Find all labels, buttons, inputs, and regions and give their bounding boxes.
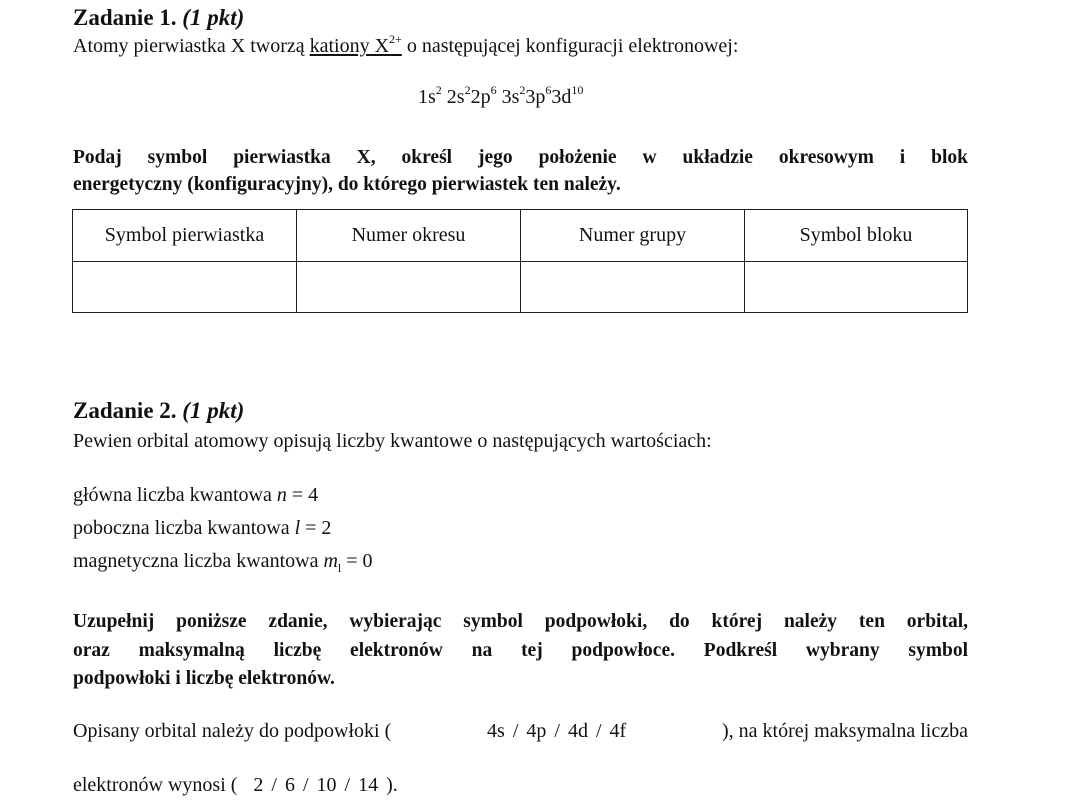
sentence-part-3: elektronów wynosi ( xyxy=(73,774,238,796)
task1-intro-before: Atomy pierwiastka X tworzą xyxy=(73,35,310,57)
qn-azimuthal-label: poboczna liczba kwantowa xyxy=(73,517,295,539)
task1-cation-text: kationy X xyxy=(309,35,390,57)
task1-intro-after: o następującej konfiguracji elektronowej: xyxy=(401,35,739,57)
config-term xyxy=(470,83,497,108)
subshell-option-4f[interactable]: 4f xyxy=(609,720,627,742)
task1-instruction-line-1: Podaj symbol pierwiastka X, określ jego położenie w układzie okresowym i blok xyxy=(73,147,968,168)
config-term xyxy=(418,83,442,108)
task2-points: (1 pkt) xyxy=(182,398,245,423)
task1-heading-label: Zadanie 1. xyxy=(73,5,177,30)
config-electron-count: 2 xyxy=(519,83,526,97)
quantum-number-magnetic xyxy=(73,550,373,576)
sentence-part-2: ), na której maksymalna liczba xyxy=(721,720,968,742)
config-term xyxy=(446,83,471,108)
electron-option-6[interactable]: 6 xyxy=(284,774,295,796)
config-term xyxy=(525,83,552,108)
qn-magnetic-symbol: m xyxy=(323,550,338,572)
task2-intro: Pewien orbital atomowy opisują liczby kwantowe o następujących wartościach: xyxy=(73,430,712,452)
config-term xyxy=(551,83,584,108)
config-orbital: 3s xyxy=(501,86,520,108)
config-orbital: 2s xyxy=(446,86,465,108)
sentence-part-1: Opisany orbital należy do podpowłoki ( xyxy=(73,720,392,742)
quantum-number-principal xyxy=(73,484,318,507)
task1-cation-underlined xyxy=(309,32,402,57)
electron-option-14[interactable]: 14 xyxy=(358,774,379,796)
config-electron-count: 6 xyxy=(545,83,552,97)
answer-cell-symbol[interactable] xyxy=(73,262,297,313)
task2-instruction-line-3: podpowłoki i liczbę elektronów. xyxy=(73,668,335,689)
electron-options: 2 / 6 / 10 / 14 xyxy=(253,774,379,796)
config-orbital: 2p xyxy=(470,86,491,108)
task1-intro xyxy=(73,32,739,58)
task2-instruction-line-2: oraz maksymalną liczbę elektronów na tej podpowłoce. Podkreśl wybrany symbol xyxy=(73,640,968,661)
quantum-number-azimuthal xyxy=(73,517,331,540)
electron-configuration xyxy=(418,83,584,109)
task1-points: (1 pkt) xyxy=(182,5,245,30)
config-electron-count: 10 xyxy=(571,83,584,97)
subshell-option-4p[interactable]: 4p xyxy=(526,720,547,742)
answer-cell-group[interactable] xyxy=(521,262,745,313)
config-orbital: 3d xyxy=(551,86,572,108)
header-period: Numer okresu xyxy=(297,210,521,262)
header-group: Numer grupy xyxy=(521,210,745,262)
header-block: Symbol bloku xyxy=(745,210,968,262)
task2-sentence-line-1 xyxy=(73,720,968,743)
subshell-option-4s[interactable]: 4s xyxy=(487,720,505,742)
task1-ion-charge: 2+ xyxy=(389,32,402,46)
task2-instruction-line-1: Uzupełnij poniższe zdanie, wybierając symbol podpowłoki, do której należy ten orbital, xyxy=(73,611,968,632)
config-orbital: 3p xyxy=(525,86,546,108)
electron-option-10[interactable]: 10 xyxy=(316,774,337,796)
config-electron-count: 2 xyxy=(464,83,471,97)
answer-table xyxy=(72,209,968,313)
task2-sentence-line-2 xyxy=(73,774,398,797)
qn-magnetic-label: magnetyczna liczba kwantowa xyxy=(73,550,324,572)
sentence-part-4: ). xyxy=(386,774,398,796)
qn-magnetic-subscript: l xyxy=(337,561,342,575)
task2-heading xyxy=(73,398,244,424)
qn-principal-value: = 4 xyxy=(286,484,319,506)
answer-cell-block[interactable] xyxy=(745,262,968,313)
task1-heading xyxy=(73,5,244,31)
qn-principal-symbol: n xyxy=(276,484,287,506)
qn-azimuthal-symbol: l xyxy=(294,517,301,539)
task2-heading-label: Zadanie 2. xyxy=(73,398,177,423)
qn-principal-label: główna liczba kwantowa xyxy=(73,484,277,506)
subshell-option-4d[interactable]: 4d xyxy=(567,720,588,742)
electron-option-2[interactable]: 2 xyxy=(253,774,264,796)
subshell-options: 4s / 4p / 4d / 4f xyxy=(487,720,627,742)
config-electron-count: 2 xyxy=(435,83,442,97)
qn-magnetic-value: = 0 xyxy=(341,550,373,572)
config-term xyxy=(501,83,526,108)
qn-azimuthal-value: = 2 xyxy=(300,517,332,539)
task1-instruction-line-2: energetyczny (konfiguracyjny), do którego pierwiastek ten należy. xyxy=(73,174,621,195)
answer-cell-period[interactable] xyxy=(297,262,521,313)
header-symbol: Symbol pierwiastka xyxy=(73,210,297,262)
config-orbital: 1s xyxy=(418,86,436,108)
config-electron-count: 6 xyxy=(490,83,497,97)
